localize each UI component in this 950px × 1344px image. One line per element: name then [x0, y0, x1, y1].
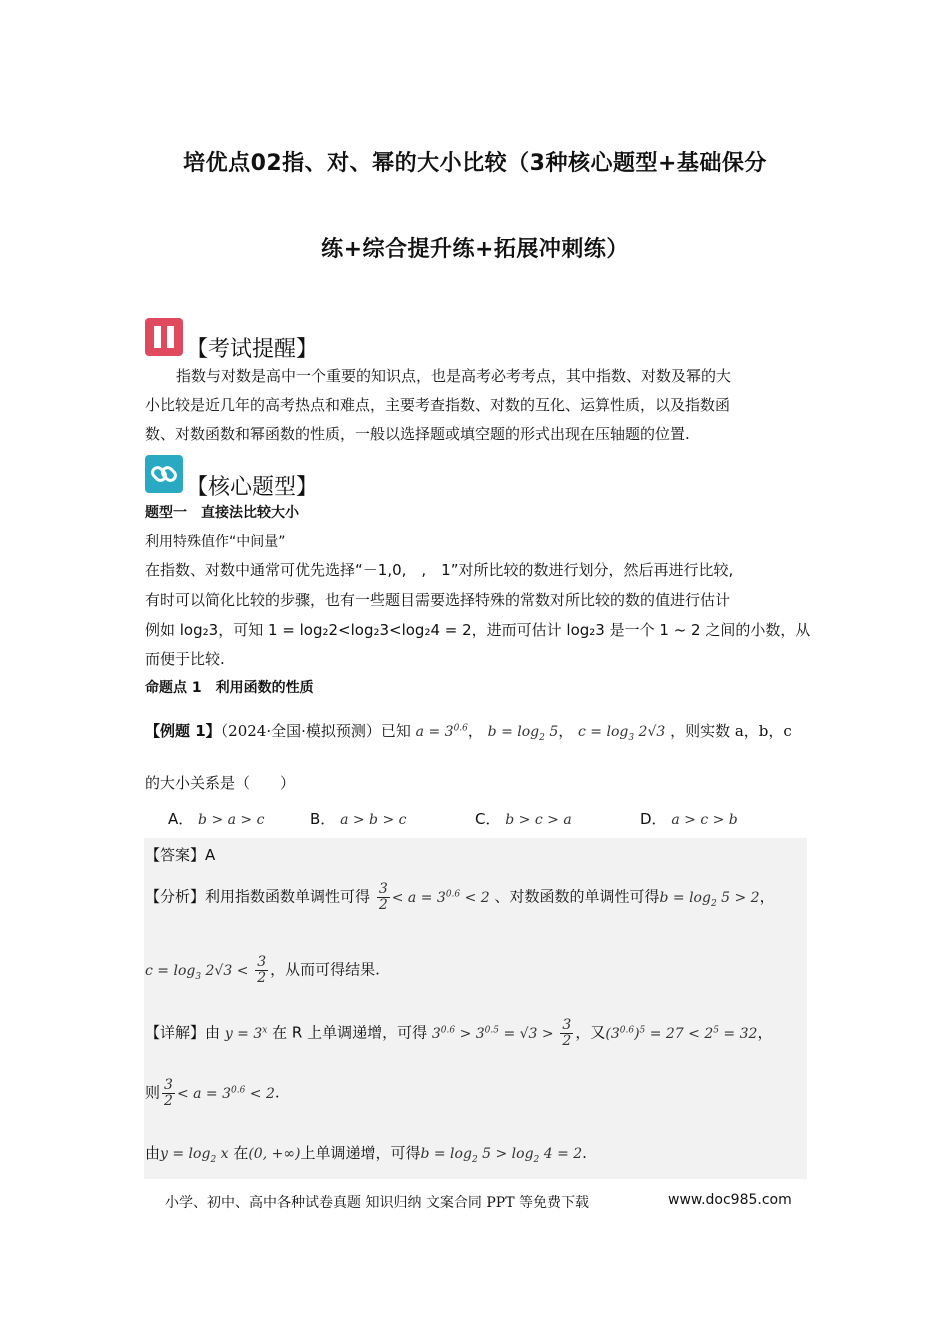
option-b[interactable]: B． a > b > c: [310, 810, 407, 828]
detail-line-1: 【详解】由 $y = 3^x$ 在 R 上单调递增，可得 $3^{0.6} > 3^{0.5} = √3$ > $\frac{3}{2}$ ，又$(3^{0.6})^5 = 27 < 2^5 = 32$，: [145, 1017, 773, 1049]
detail-line-2: 则 $\frac{3}{2}$ < $a = 3^{0.6} < 2$.: [145, 1077, 280, 1109]
option-a[interactable]: A． b > a > c: [168, 810, 265, 828]
section-heading-exam-reminder: 【考试提醒】: [186, 337, 319, 362]
example-label: 【例题 1】: [145, 722, 221, 740]
section-heading-core-types: 【核心题型】: [186, 475, 319, 500]
type1-body-line-4: 而便于比较.: [145, 650, 225, 668]
fraction-three-halves: $\frac{3}{2}$: [257, 954, 267, 986]
example-tail: ，则实数 a，b，c: [670, 722, 792, 740]
expr-b: $b = \log_2 5$: [487, 724, 559, 743]
option-d[interactable]: D． a > c > b: [640, 810, 738, 828]
reminder-line-1: 指数与对数是高中一个重要的知识点，也是高考必考考点，其中指数、对数及幂的大: [176, 367, 732, 385]
page-title-line2: 练+综合提升练+拓展冲刺练）: [321, 237, 629, 262]
expr-c: $c = \log_3 2√3$: [578, 724, 666, 743]
type1-body-line-3: 例如 log₂3，可知 1 = log₂2<log₂3<log₂4 = 2，进而可估计 log₂3 是一个 1 ~ 2 之间的小数，从: [145, 621, 811, 639]
fraction-three-halves: $\frac{3}{2}$: [164, 1077, 173, 1109]
answer-label: 【答案】: [145, 846, 206, 864]
fraction-three-halves: $\frac{3}{2}$: [378, 881, 388, 913]
pause-icon: [145, 318, 183, 356]
fraction-three-halves: $\frac{3}{2}$: [562, 1017, 572, 1049]
footer-site-link[interactable]: www.doc985.com: [668, 1192, 792, 1208]
answer-value: A: [205, 846, 216, 864]
type1-lead: 利用特殊值作“中间量”: [145, 534, 286, 550]
type1-body-line-2: 有时可以简化比较的步骤，也有一些题目需要选择特殊的常数对所比较的数的值进行估计: [145, 591, 731, 609]
expr-a: $a = 3^{0.6}$: [415, 723, 468, 740]
link-icon: [145, 455, 183, 493]
example-1-stem: 【例题 1】（2024·全国·模拟预测）已知 $a = 3^{0.6}$， $b = \log_2 5$， $c = \log_3 2√3$ ，则实数 a，b，c: [145, 722, 792, 743]
footer-text: 小学、初中、高中各种试卷真题 知识归纳 文案合同 PPT 等免费下载: [165, 1195, 589, 1211]
proposition-point-1: 命题点 1 利用函数的性质: [145, 680, 314, 696]
detail-line-3: 由$y = \log_2 x$ 在(0, +∞)上单调递增，可得$b = \log_2 5 > \log_2 4 = 2$.: [145, 1144, 587, 1165]
answer-line: [145, 844, 215, 865]
analysis-line-2: $c = \log_3 2√3$ < $\frac{3}{2}$ ，从而可得结果.: [145, 954, 380, 986]
page-title-line1: 培优点02指、对、幂的大小比较（3种核心题型+基础保分: [183, 151, 767, 176]
reminder-line-2: 小比较是近几年的高考热点和难点，主要考查指数、对数的互化、运算性质，以及指数函: [145, 396, 731, 414]
analysis-line-1: 【分析】利用指数函数单调性可得 $\frac{3}{2}$ < $a = 3^{0.6} < 2$ 、对数函数的单调性可得$b = \log_2 5 > 2$，: [145, 881, 775, 913]
type1-body-line-1: 在指数、对数中通常可优先选择“－1,0, , 1”对所比较的数进行划分，然后再进行比较,: [145, 561, 734, 579]
reminder-line-3: 数、对数函数和幂函数的性质，一般以选择题或填空题的形式出现在压轴题的位置.: [145, 425, 690, 443]
example-1-question: 的大小关系是（ ）: [145, 774, 296, 792]
question-type-1: 题型一 直接法比较大小: [145, 505, 299, 521]
example-source: （2024·全国·模拟预测）已知: [220, 722, 411, 740]
option-c[interactable]: C． b > c > a: [475, 810, 572, 828]
